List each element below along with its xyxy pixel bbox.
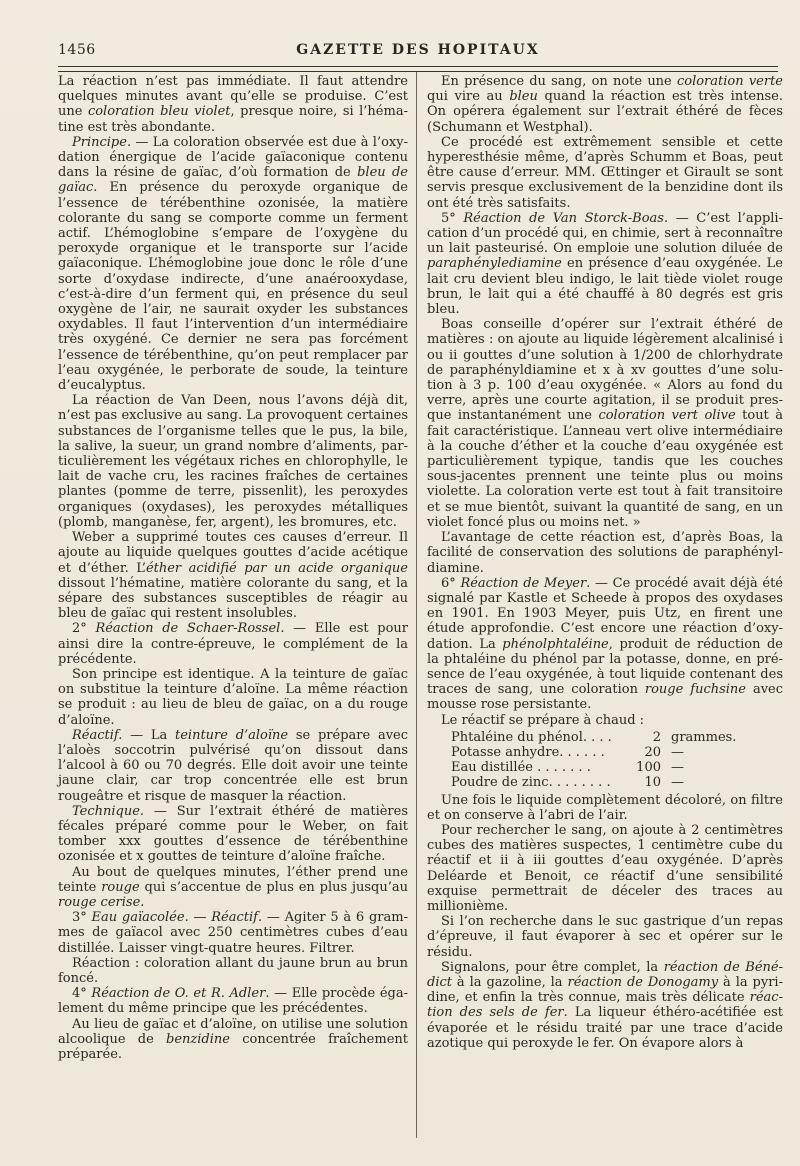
paragraph <box>427 576 783 713</box>
text-run: — La coloration observée est due à l’oxydation énergique de l’acide gaïaconique contenu dans la résine de gaïac, d’où formation de <box>58 134 408 181</box>
text-run: Au bout de quelques minutes, l’éther prend une teinte <box>58 864 408 895</box>
italic-text: Réactif. <box>72 727 123 743</box>
text-run: , presque noire, si l’hématine est très abondante. <box>58 104 408 135</box>
italic-text: Réaction de O. et R. Adler <box>91 986 266 1002</box>
text-run: . — Ce procédé avait déjà été signalé par Kastle et Scheede à propos des oxydases en 1901. En 1903 Meyer, puis Utz, en firent une étude approfondie. C’est encore une réaction d’oxydation. La <box>427 575 783 652</box>
italic-text: réaction de Bénédict <box>427 959 783 990</box>
italic-text: Réaction de Van Storck-Boas <box>463 210 664 226</box>
text-run: En présence du sang, on note une <box>441 74 677 89</box>
paragraph <box>427 135 783 211</box>
italic-text: coloration vert olive <box>598 408 736 424</box>
paragraph <box>427 914 783 960</box>
paragraph <box>58 804 408 865</box>
italic-text: paraphénylediamine <box>427 256 562 272</box>
recipe-name: Potasse anhydre. . . . . . <box>451 744 605 760</box>
text-run: 6° <box>441 575 461 591</box>
paragraph <box>58 667 408 728</box>
recipe-row <box>451 760 783 775</box>
page-number: 1456 <box>58 42 96 58</box>
text-run: Boas conseille d’opérer sur l’extrait éthéré de matières : on ajoute au liquide légèrement alcalinisé i ou ii gouttes d’une solution à 1/200 de chlorhydrate de paraphényldiamine et x à xv gouttes d’une solution à 3 p. 100 d’eau oxygénée. « Alors au fond du verre, après une courte agitation, il se produit presque instantanément une <box>427 317 783 424</box>
text-run: La réaction de Van Deen, nous l’avons déjà dit, n’est pas exclusive au sang. La provoquent certaines substances de l’organisme telles que le pus, la bile, la salive, la sueur, un grand nombre d’aliments, particulièrement les végétaux riches en chlorophylle, le lait de vache cru, les racines fraîches de certaines plantes (pomme de terre, pissenlit), les peroxydes organiques (oxydases), les peroxydes métalliques (plomb, manganèse, fer, argent), les bromures, etc. <box>58 393 408 530</box>
italic-text: rouge fuchsine <box>644 682 746 698</box>
italic-text: réaction de Donogamy <box>567 974 719 990</box>
text-run: . — <box>184 910 212 926</box>
text-run: Pour rechercher le sang, on ajoute à 2 centimètres cubes des matières suspectes, 1 centimètre cube du réactif et ii à iii gouttes d’eau oxygénée. D’après Deléarde et Benoit, ce réactif d’une sensibilité exquise permettrait de déceler des traces au millionième. <box>427 822 783 914</box>
paragraph <box>58 135 408 393</box>
text-run: Son principe est identique. A la teinture de gaïac on substitue la teinture d’aloïne. La même réaction se produit : au lieu de bleu de gaïac, on a du rouge d’aloïne. <box>58 666 408 728</box>
paragraph <box>427 211 783 317</box>
text-run: Le réactif se prépare à chaud : <box>441 712 645 728</box>
text-run: 5° <box>441 210 464 226</box>
paragraph <box>58 728 408 804</box>
text-run: . — Elle procède également du même principe que les précédentes. <box>58 986 408 1017</box>
paragraph <box>58 910 408 956</box>
recipe-name: Eau distillée . . . . . . . <box>451 760 591 776</box>
recipe-name: Phtaléine du phénol. . . . <box>451 729 612 745</box>
journal-title: GAZETTE DES HOPITAUX <box>296 42 540 58</box>
italic-text: coloration verte <box>676 74 783 89</box>
paragraph <box>427 530 783 576</box>
paragraph <box>58 956 408 986</box>
italic-text: Eau gaïacolée <box>91 910 185 926</box>
text-run: qui vire au <box>427 89 510 105</box>
italic-text: benzidine <box>166 1031 230 1047</box>
italic-text: Réactif <box>211 910 258 926</box>
text-run: dissout l’hématine, matière colorante du sang, et la sépare des substances susceptibles de réagir au bleu de gaïac qui restent insolubles. <box>58 575 408 622</box>
text-run: . En présence du peroxyde organique de l’essence de térébenthine ozonisée, la matière colorante du sang se comporte comme un ferment actif. L’hémoglobine s’empare de l’oxygène du peroxyde organique et le transporte sur l’acide gaïaconique. L’hémoglobine joue donc le rôle d’une sorte d’oxydase indirecte, d’une anaérooxydase, c’est-à-dire d’un ferment qui, en présence du seul oxygène de l’air, ne saurait oxyder les substances oxydables. Il faut l’intervention d’un intermédiaire très oxygéné. Ce dernier ne sera pas forcément l’essence de térébenthine, qu’on peut remplacer par l’eau oxygénée, le perborate de soude, la teinture d’eucalyptus. <box>58 180 408 394</box>
italic-text: éther acidifié par un acide organique <box>145 560 408 576</box>
paragraph <box>427 74 783 135</box>
italic-text: Réaction de Meyer <box>460 575 587 591</box>
recipe-row <box>451 730 783 745</box>
text-run: . La liqueur éthéro-acétifiée est évaporée et le résidu traité par une trace d’acide azotique qui peroxyde le fer. On évapore alors à <box>427 1005 783 1051</box>
text-run: Signalons, pour être complet, la <box>441 959 664 975</box>
text-run: — Sur l’extrait éthéré de matières fécales préparé comme pour le Weber, on fait tomber xxx gouttes d’essence de térébenthine ozonisée et x gouttes de teinture d’aloïne fraîche. <box>58 803 408 865</box>
recipe-table <box>451 730 783 791</box>
text-run: . — Agiter 5 à 6 grammes de gaïacol avec 250 centimètres cubes d’eau distillée. Laisser vingt-quatre heures. Filtrer. <box>58 910 408 956</box>
page-header <box>58 40 778 64</box>
recipe-unit: — <box>671 744 684 760</box>
text-run: en présence d’eau oxygénée. Le lait cru devient bleu indigo, le lait tiède violet rouge brun, le lait qui a été chauffé à 80 degrés est gris bleu. <box>427 256 783 318</box>
italic-text: Principe. <box>72 134 132 150</box>
text-run: . — Elle est pour ainsi dire la contre-épreuve, le complément de la précédente. <box>58 621 409 667</box>
text-run: Weber a supprimé toutes ces causes d’erreur. Il ajoute au liquide quelques gouttes d’acide acétique et d’éther. L’ <box>58 530 408 576</box>
italic-text: Réaction de Schaer-Rossel <box>95 621 281 637</box>
column-divider <box>416 72 417 1138</box>
text-run: 4° <box>72 986 92 1002</box>
text-run: à la pyridine, et enfin la très connue, mais très délicate <box>427 974 783 1006</box>
italic-text: teinture d’aloïne <box>175 727 289 743</box>
right-column <box>427 74 783 1142</box>
paragraph <box>58 74 408 135</box>
text-run: 2° <box>72 621 96 637</box>
text-run: Ce procédé est extrêmement sensible et cette hyperesthésie même, d’après Schumm et Boas, peut être cause d’erreur. MM. Œttinger et Girault se sont servis presque exclusivement de la benzidine dont ils ont été très satisfaits. <box>427 134 783 211</box>
left-column <box>58 74 408 1142</box>
text-run: à la gazoline, la <box>451 974 568 990</box>
text-run: . — C’est l’application d’un procédé qui, en chimie, sert à reconnaître un lait pasteurisé. On emploie une solution diluée de <box>427 210 783 257</box>
recipe-qty: 20 <box>644 744 661 760</box>
right-paragraphs-before <box>427 74 783 728</box>
header-rule <box>58 66 778 72</box>
italic-text: bleu de gaïac <box>58 165 408 196</box>
paragraph <box>58 393 408 530</box>
italic-text: réaction des sels de fer <box>427 990 783 1021</box>
paragraph <box>58 986 408 1016</box>
paragraph <box>427 960 783 1051</box>
text-run: qui s’accentue de plus en plus jusqu’au <box>139 879 409 895</box>
paragraph <box>58 530 408 621</box>
recipe-qty: 100 <box>636 760 661 776</box>
text-run: Si l’on recherche dans le suc gastrique d’un repas d’épreuve, il faut évaporer à sec et opérer sur le résidu. <box>427 914 783 960</box>
text-run: avec mousse rose persistante. <box>427 682 784 713</box>
paragraph <box>427 793 783 823</box>
paragraph <box>427 823 783 914</box>
italic-text: bleu <box>509 89 538 105</box>
italic-text: rouge cerise <box>58 894 141 910</box>
recipe-unit: — <box>671 775 684 791</box>
recipe-qty: 10 <box>644 775 661 791</box>
italic-text: phénolphtaléine <box>502 636 609 652</box>
text-run: se prépare avec l’aloès soccotrin pulvérisé qu’on dissout dans l’alcool à 60 ou 70 degrés. Elle doit avoir une teinte jaune clair, car trop concentrée elle est brun rougeâtre et risque de masquer la réaction. <box>58 727 409 804</box>
text-run: Une fois le liquide complètement décoloré, on filtre et on conserve à l’abri de l’air. <box>427 792 783 823</box>
recipe-unit: grammes. <box>671 729 737 745</box>
paragraph <box>58 865 408 911</box>
recipe-row <box>451 775 783 790</box>
italic-text: Technique. <box>72 803 145 819</box>
text-run: . <box>140 894 145 910</box>
recipe-row <box>451 745 783 760</box>
italic-text: rouge <box>101 879 140 895</box>
paragraph <box>58 1017 408 1063</box>
right-paragraphs-after <box>427 793 783 1051</box>
text-run: concentrée fraîchement préparée. <box>58 1031 408 1062</box>
text-run: , produit de réduction de la phtaléine du phénol par la potasse, donne, en présence de l’eau oxygénée, à tout liquide contenant des traces de sang, une coloration <box>427 636 783 698</box>
text-run: tout à fait caractéristique. L’anneau vert olive intermédiaire à la couche d’éther et la couche d’eau oxygénée est particulièrement typique, tandis que les couches sous-jacentes prennent une teinte plus ou moins violette. La coloration verte est tout à fait transitoire et se mue bientôt, suivant la quantité de sang, en un violet foncé plus ou moins net. » <box>427 408 783 530</box>
text-run: quand la réaction est très intense. On opérera également sur l’extrait éthéré de fèces (Schumann et Westphal). <box>427 89 783 135</box>
text-run: La réaction n’est pas immédiate. Il faut attendre quelques minutes avant qu’elle se produise. C’est une <box>58 74 408 120</box>
italic-text: coloration bleu violet <box>87 104 231 120</box>
paragraph <box>58 621 408 667</box>
text-run: L’avantage de cette réaction est, d’après Boas, la facilité de conservation des solutions de paraphényldiamine. <box>427 530 783 576</box>
text-run: Réaction : coloration allant du jaune brun au brun foncé. <box>58 955 408 986</box>
paragraph <box>427 317 783 530</box>
recipe-name: Poudre de zinc. . . . . . . . <box>451 775 611 791</box>
recipe-qty: 2 <box>652 729 661 745</box>
paragraph <box>427 713 783 728</box>
text-run: Au lieu de gaïac et d’aloïne, on utilise une solution alcoolique de <box>58 1016 408 1047</box>
text-run: 3° <box>72 910 92 926</box>
text-run: — La <box>122 727 175 743</box>
recipe-unit: — <box>671 760 684 776</box>
